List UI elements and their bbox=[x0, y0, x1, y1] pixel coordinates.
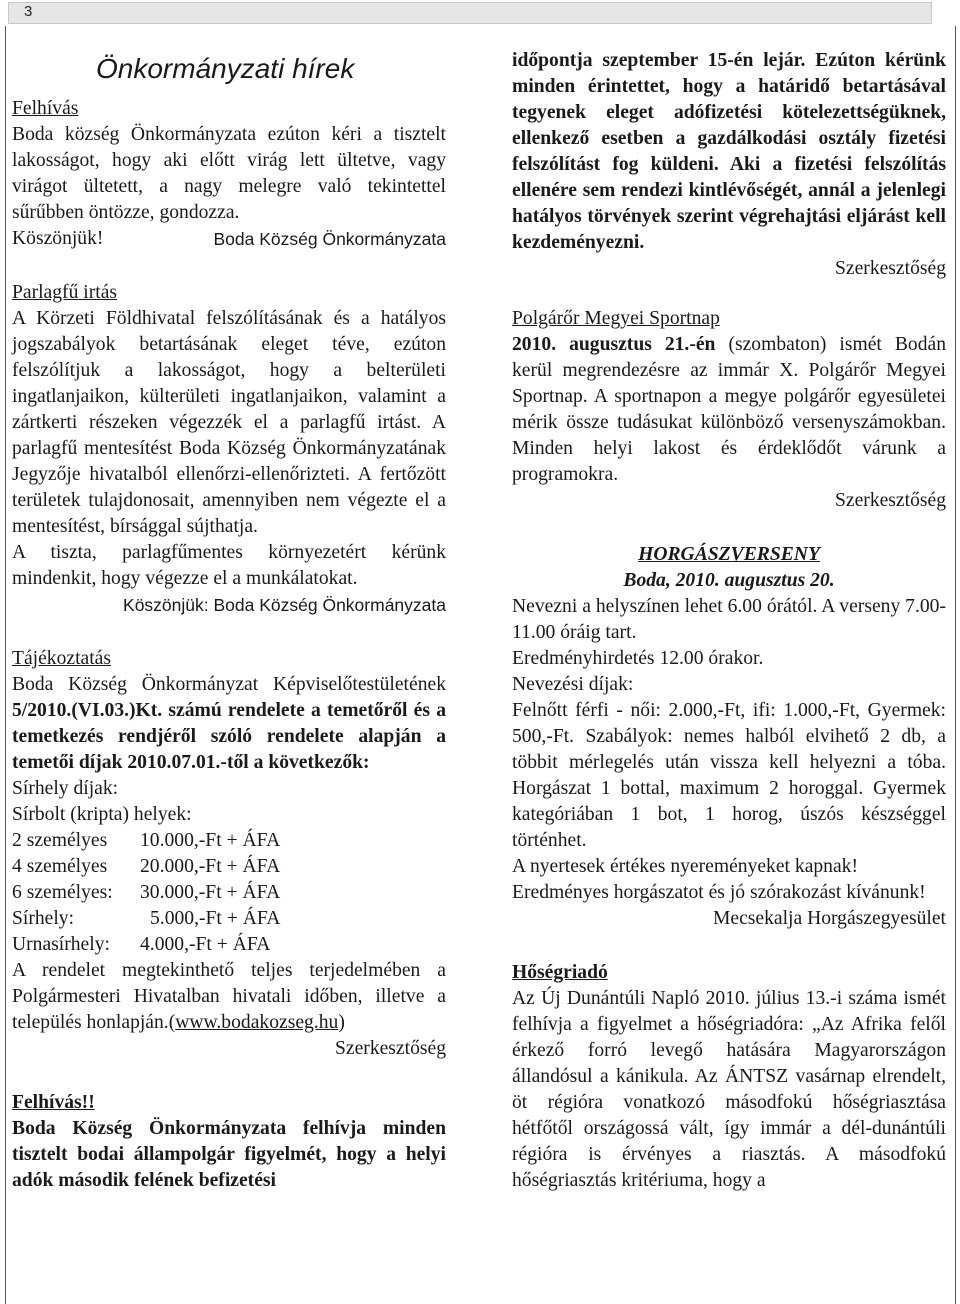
felhivas2-heading: Felhívás!! bbox=[12, 1092, 95, 1113]
felhivas-footer bbox=[12, 226, 446, 252]
parlagfu-section bbox=[12, 280, 446, 618]
felhivas-section bbox=[12, 96, 446, 252]
fee-list bbox=[12, 828, 446, 958]
horgasz-subtitle: Boda, 2010. augusztus 20. bbox=[623, 570, 835, 591]
fee-row bbox=[12, 854, 446, 880]
fee-row bbox=[12, 932, 446, 958]
polgaror-date: 2010. augusztus 21.-én bbox=[512, 334, 716, 355]
polgaror-body bbox=[512, 332, 946, 488]
right-column bbox=[512, 48, 946, 1194]
fee-label: 2 személyes bbox=[12, 830, 108, 851]
fee-value: 10.000,-Ft + ÁFA bbox=[140, 830, 281, 851]
tajekoztatas-closing-end: ) bbox=[338, 1012, 345, 1033]
left-column bbox=[12, 40, 446, 1194]
horgasz-line: Nevezési díjak: bbox=[512, 674, 634, 695]
horgasz-signature: Mecsekalja Horgászegyesület bbox=[712, 908, 946, 929]
fee-value: 5.000,-Ft + ÁFA bbox=[150, 908, 281, 929]
hoseg-body: Az Új Dunántúli Napló 2010. július 13.-i száma ismét felhívja a figyelmet a hőségriadóra: „Az Afrika felől érkező forró levegő hatására Magyarországon állandósul a kánikula. Az ÁNTSZ vasárnap elrendelt, öt régióra vonatkozó másodfokú hőségriasztása hétfőtől országossá vált, így immár a dél-dunántúli régióra is érvényes a riasztás. A másodfokú hőségriasztás kritériuma, hogy a bbox=[512, 988, 946, 1191]
hoseg-section bbox=[512, 960, 946, 1194]
page-number: 3 bbox=[24, 3, 33, 20]
horgasz-line: Felnőtt férfi - női: 2.000,-Ft, ifi: 1.000,-Ft, Gyermek: 500,-Ft. Szabályok: nemes halból elvihető 2 db, a többit mérlegelés után vissza kell helyezni a tóba. Horgászat 1 bottal, maximum 2 horoggal. Gyermek kategóriában 1 bot, 1 horog, úszós készséggel történhet. bbox=[512, 700, 946, 851]
polgaror-heading: Polgárőr Megyei Sportnap bbox=[512, 308, 720, 329]
fee-label: 6 személyes: bbox=[12, 882, 113, 903]
polgaror-signature: Szerkesztőség bbox=[835, 490, 946, 511]
tajekoztatas-closing-text: A rendelet megtekinthető teljes terjedelmében a Polgármesteri Hivatalban hivatali időben, illetve a település honlapján.( bbox=[12, 960, 446, 1033]
hoseg-heading: Hőségriadó bbox=[512, 962, 608, 983]
horgasz-section bbox=[512, 542, 946, 932]
fee-label: Sírhely: bbox=[12, 908, 75, 929]
fee-row bbox=[12, 828, 446, 854]
fee-label: Urnasírhely: bbox=[12, 934, 110, 955]
felhivas-heading: Felhívás bbox=[12, 98, 79, 119]
municipality-website-link[interactable]: www.bodakozseg.hu bbox=[175, 1012, 339, 1033]
fee-row bbox=[12, 906, 446, 932]
right-margin-rule bbox=[955, 26, 956, 1304]
parlagfu-heading: Parlagfű irtás bbox=[12, 282, 118, 303]
felhivas-thanks: Köszönjük! bbox=[12, 228, 104, 249]
felhivas-body: Boda község Önkormányzata ezúton kéri a tisztelt lakosságot, hogy aki előtt virág lett ültetve, vagy virágot ültetett, a nagy melegre való tekintettel sűrűbben öntözze, gondozza. bbox=[12, 124, 446, 223]
felhivas2-body: Boda Község Önkormányzata felhívja minden tisztelt bodai állampolgár figyelmét, hogy a helyi adók második felének befizetési bbox=[12, 1118, 446, 1191]
fee-row bbox=[12, 880, 446, 906]
fee-value: 30.000,-Ft + ÁFA bbox=[140, 882, 281, 903]
tajekoztatas-intro bbox=[12, 672, 446, 776]
horgasz-title: HORGÁSZVERSENY bbox=[638, 544, 820, 565]
fee-label: 4 személyes bbox=[12, 856, 108, 877]
horgasz-line: A nyertesek értékes nyereményeket kapnak! bbox=[512, 856, 858, 877]
fee-value: 4.000,-Ft + ÁFA bbox=[140, 934, 271, 955]
tajekoztatas-intro-bold: 5/2010.(VI.03.)Kt. számú rendelete a temetőről és a temetkezés rendjéről szóló rendelete alapján a temetői díjak 2010.07.01.-től a következők: bbox=[12, 700, 446, 773]
left-margin-rule bbox=[5, 26, 6, 1304]
parlagfu-body: A Körzeti Földhivatal felszólításának és a hatályos jogszabályok betartásának eleget téve, ezúton felszólítjuk a lakosságot, hogy a belterületi ingatlanjaikon, külterületi ingatlanjaikon, valamint a zártkerti részeken végezzék el a parlagfű irtást. A parlagfű mentesítést Boda Község Önkormányzatának Jegyzője hivatalból ellenőrzi-ellenőrizteti. A fertőzött területek tulajdonosait, amennyiben nem végezte el a mentesítést, bírsággal sújthatja. bbox=[12, 308, 446, 537]
page-header-bar bbox=[8, 2, 932, 24]
horgasz-line: Eredményes horgászatot és jó szórakozást kívánunk! bbox=[512, 882, 926, 903]
tajekoztatas-section bbox=[12, 646, 446, 1062]
sirbolt-label: Sírbolt (kripta) helyek: bbox=[12, 804, 192, 825]
horgasz-line: Nevezni a helyszínen lehet 6.00 órától. A verseny 7.00-11.00 óráig tart. bbox=[512, 596, 946, 643]
parlagfu-signature: Köszönjük: Boda Község Önkormányzata bbox=[123, 595, 446, 615]
page-title: Önkormányzati hírek bbox=[96, 53, 355, 84]
tax-signature: Szerkesztőség bbox=[835, 258, 946, 279]
tax-continued-body: időpontja szeptember 15-én lejár. Ezúton kérünk minden érintettet, hogy a határidő betartásával tegyenek eleget adófizetési kötelezettségüknek, ellenkező esetben a gazdálkodási osztály fizetési felszólítást fog küldeni. Aki a fizetési felszólítás ellenére sem rendezi kintlévőségét, annál a jelenlegi hatályos törvények szerint végrehajtási eljárást kell kezdeményezni. bbox=[512, 50, 946, 253]
fee-value: 20.000,-Ft + ÁFA bbox=[140, 856, 281, 877]
polgaror-text: (szombaton) ismét Bodán kerül megrendezésre az immár X. Polgárőr Megyei Sportnap. A sportnapon a megye polgárőr egyesületei mérik össze tudásukat különböző versenyszámokban. Minden helyi lakost és érdeklődőt várunk a programokra. bbox=[512, 334, 946, 485]
parlagfu-body-2: A tiszta, parlagfűmentes környezetért kérünk mindenkit, hogy végezze el a munkálatokat. bbox=[12, 542, 446, 589]
sirhely-dijak-label: Sírhely díjak: bbox=[12, 778, 119, 799]
felhivas2-section bbox=[12, 1090, 446, 1194]
tajekoztatas-signature: Szerkesztőség bbox=[335, 1038, 446, 1059]
polgaror-section bbox=[512, 306, 946, 514]
tajekoztatas-heading: Tájékoztatás bbox=[12, 648, 112, 669]
horgasz-line: Eredményhirdetés 12.00 órakor. bbox=[512, 648, 764, 669]
felhivas-signature: Boda Község Önkormányzata bbox=[213, 229, 446, 249]
tajekoztatas-intro-plain: Boda Község Önkormányzat Képviselőtestületének bbox=[12, 674, 446, 695]
tajekoztatas-closing bbox=[12, 958, 446, 1036]
